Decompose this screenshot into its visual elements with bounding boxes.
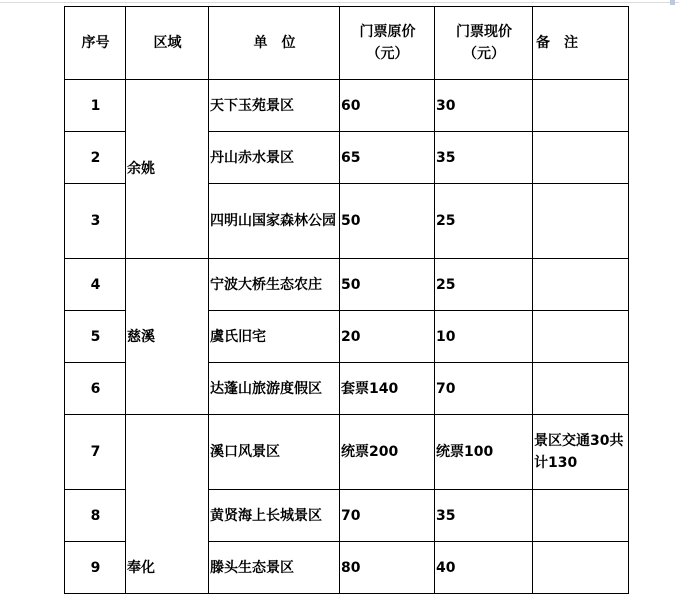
row-seq: 1 (65, 80, 126, 132)
header-current-price-line2: （元） (463, 46, 505, 62)
row-current-price: 35 (435, 490, 533, 542)
region-cell-fenghua: 奉化 (126, 415, 209, 594)
row-original-price: 50 (340, 259, 435, 311)
header-remark: 备 注 (533, 7, 629, 80)
row-remark (533, 363, 629, 415)
row-remark (533, 259, 629, 311)
window-top-border (0, 2, 679, 3)
row-unit: 丹山赤水景区 (209, 132, 340, 184)
row-original-price: 套票140 (340, 363, 435, 415)
table-row (65, 259, 629, 311)
row-unit: 宁波大桥生态农庄 (209, 259, 340, 311)
row-current-price: 30 (435, 80, 533, 132)
row-unit: 溪口风景区 (209, 415, 340, 490)
row-seq: 4 (65, 259, 126, 311)
row-seq: 6 (65, 363, 126, 415)
row-current-price: 70 (435, 363, 533, 415)
header-original-price-line2: （元） (366, 46, 409, 62)
ticket-price-table (64, 6, 629, 594)
row-seq: 8 (65, 490, 126, 542)
row-original-price: 50 (340, 184, 435, 259)
row-unit: 天下玉苑景区 (209, 80, 340, 132)
row-current-price: 25 (435, 259, 533, 311)
region-cell-yuyao: 余姚 (126, 80, 209, 259)
row-current-price: 25 (435, 184, 533, 259)
row-unit: 滕头生态景区 (209, 542, 340, 594)
row-current-price: 统票100 (435, 415, 533, 490)
row-original-price: 20 (340, 311, 435, 363)
row-original-price: 65 (340, 132, 435, 184)
row-remark (533, 490, 629, 542)
row-current-price: 10 (435, 311, 533, 363)
row-unit: 黄贤海上长城景区 (209, 490, 340, 542)
table-row (65, 80, 629, 132)
row-remark (533, 80, 629, 132)
row-seq: 2 (65, 132, 126, 184)
row-remark (533, 184, 629, 259)
row-seq: 9 (65, 542, 126, 594)
header-unit: 单 位 (209, 7, 340, 80)
header-current-price-line1: 门票现价 (456, 24, 512, 40)
row-remark: 景区交通30共计130 (533, 415, 629, 490)
row-original-price: 60 (340, 80, 435, 132)
row-remark (533, 311, 629, 363)
row-unit: 四明山国家森林公园 (209, 184, 340, 259)
header-region: 区域 (126, 7, 209, 80)
corner-marker (670, 0, 675, 5)
row-original-price: 80 (340, 542, 435, 594)
row-unit: 虞氏旧宅 (209, 311, 340, 363)
row-original-price: 70 (340, 490, 435, 542)
row-remark (533, 542, 629, 594)
row-remark (533, 132, 629, 184)
row-current-price: 40 (435, 542, 533, 594)
table-header-row (65, 7, 629, 80)
header-original-price (340, 7, 435, 80)
header-current-price (435, 7, 533, 80)
region-cell-cixi: 慈溪 (126, 259, 209, 415)
row-unit: 达蓬山旅游度假区 (209, 363, 340, 415)
header-seq: 序号 (65, 7, 126, 80)
table-row (65, 415, 629, 490)
row-seq: 5 (65, 311, 126, 363)
row-current-price: 35 (435, 132, 533, 184)
row-seq: 3 (65, 184, 126, 259)
row-seq: 7 (65, 415, 126, 490)
row-original-price: 统票200 (340, 415, 435, 490)
header-original-price-line1: 门票原价 (359, 24, 416, 40)
